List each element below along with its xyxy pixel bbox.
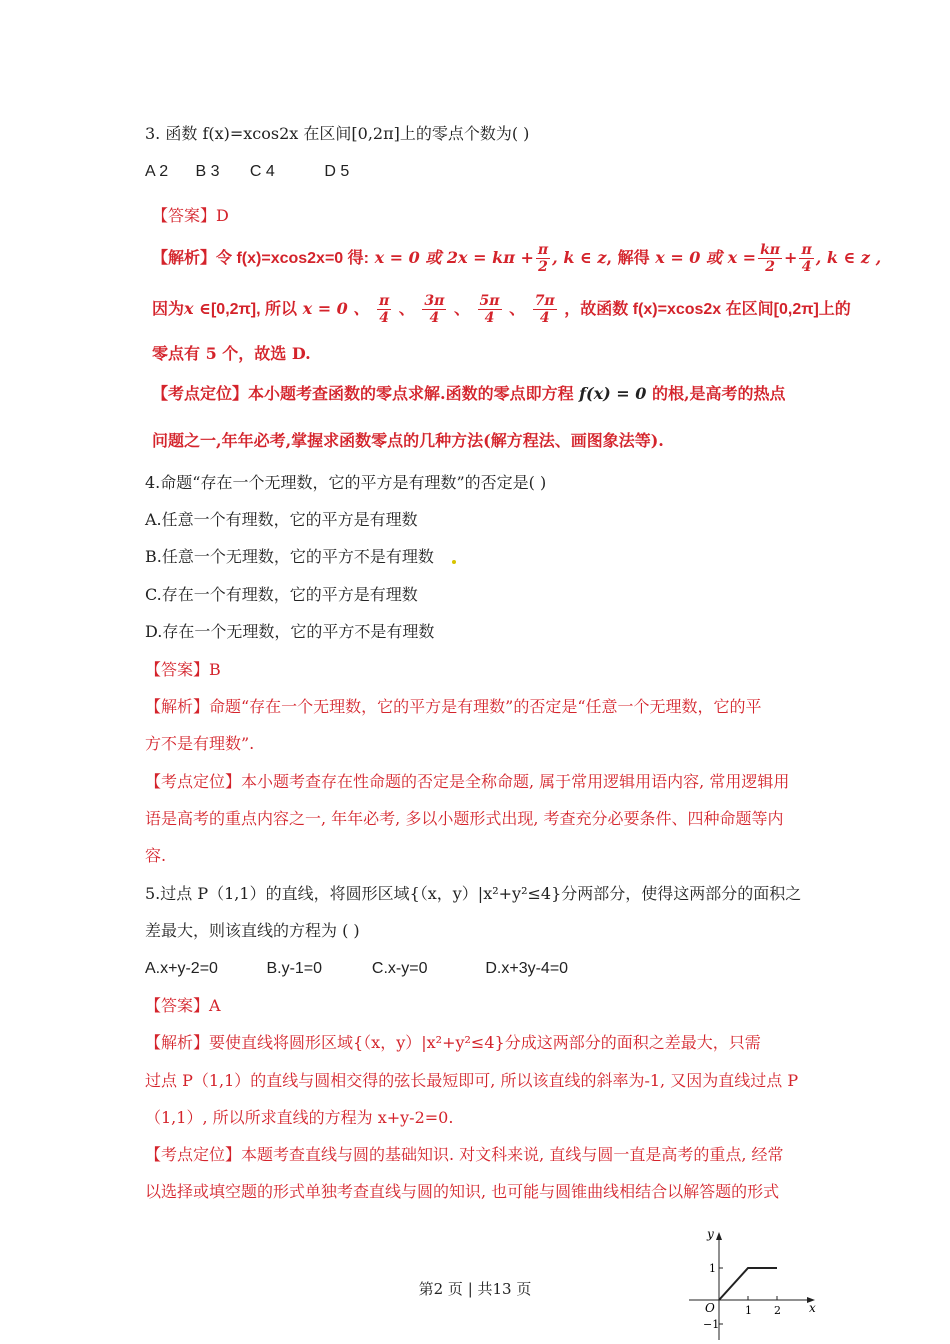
- fraction: [377, 293, 391, 326]
- x-tick-label-2: 2: [774, 1304, 781, 1317]
- q3-option-b: B 3: [195, 163, 220, 180]
- analysis-label: 【解析】: [152, 248, 217, 267]
- q5-analysis-line2: 过点 P（1,1）的直线与圆相交得的弦长最短即可, 所以该直线的斜率为-1, 又因为直线过点 P: [145, 1071, 799, 1090]
- q3-options: [145, 162, 349, 182]
- q3-keypoint-line2: 问题之一,年年必考,掌握求函数零点的几种方法(解方程法、画图象法等).: [152, 431, 664, 450]
- q3-answer: 【答案】D: [152, 206, 229, 225]
- denominator: 4: [429, 310, 440, 326]
- x-tick-label-1: 1: [745, 1304, 752, 1317]
- page-footer: 第2 页 | 共13 页: [418, 1280, 532, 1298]
- keypoint-text: 的根,是高考的热点: [651, 384, 786, 403]
- math-expr: , k ∈ z ,: [815, 248, 882, 267]
- fraction: [799, 242, 813, 275]
- math-expr: f(x) = 0: [579, 384, 647, 403]
- q3-analysis-line2: 因为x ∈[0,2π], 所以 x = 0 、 $\frac{\pi}{4}$ 、 $\frac{3\pi}{4}$ 、 $\frac{5\pi}{4}$ 、 $\frac{7\pi}{4}$ ，故函数 f(x)=xcos2x 在区间[0,2π]上的: [152, 293, 851, 326]
- q5-option-d: D.x+3y-4=0: [485, 960, 569, 977]
- q3-question: 3. 函数 f(x)=xcos2x 在区间[0,2π]上的零点个数为( ): [145, 124, 530, 143]
- denominator: 4: [484, 310, 495, 326]
- y-axis-label: y: [707, 1227, 714, 1241]
- numerator: π: [378, 293, 390, 309]
- q3-option-a: A 2: [145, 163, 169, 180]
- q4-keypoint-line1: 【考点定位】本小题考查存在性命题的否定是全称命题, 属于常用逻辑用语内容, 常用逻辑用: [145, 772, 790, 791]
- q3-option-d: D 5: [324, 163, 350, 180]
- q5-options: [145, 959, 568, 979]
- q4-question: 4.命题“存在一个无理数，它的平方是有理数”的否定是( ): [145, 473, 547, 492]
- q5-option-b: B.y-1=0: [266, 960, 323, 977]
- q5-analysis-line1: 【解析】要使直线将圆形区域{（x，y）|x²+y²≤4}分成这两部分的面积之差最大，只需: [145, 1033, 761, 1052]
- numerator: kπ: [760, 242, 781, 258]
- numerator: π: [801, 242, 812, 258]
- math-expr: , k ∈ z: [552, 248, 607, 267]
- denominator: 4: [539, 310, 550, 326]
- q5-keypoint-line2: 以选择或填空题的形式单独考查直线与圆的知识, 也可能与圆锥曲线相结合以解答题的形式: [145, 1182, 780, 1201]
- q3-analysis-line3: 零点有 5 个，故选 D.: [152, 344, 311, 363]
- denominator: 4: [801, 259, 812, 275]
- denominator: 2: [765, 259, 775, 275]
- y-tick-label-1: 1: [709, 1262, 716, 1275]
- q3-option-c: C 4: [249, 163, 275, 180]
- q4-option-d: D.存在一个无理数，它的平方不是有理数: [145, 622, 435, 641]
- numerator: 7π: [534, 293, 555, 309]
- fraction: [758, 242, 782, 275]
- q4-analysis-line2: 方不是有理数”.: [145, 734, 255, 753]
- denominator: 2: [538, 259, 548, 275]
- q5-answer: 【答案】A: [145, 996, 221, 1015]
- denominator: 4: [379, 310, 389, 326]
- marker-dot: [452, 560, 456, 564]
- analysis-text: 令 f(x)=xcos2x=0 得:: [216, 250, 369, 267]
- analysis-text: [0,2π], 所以: [210, 301, 298, 318]
- y-axis-arrow: [716, 1232, 722, 1240]
- math-expr: +: [784, 248, 798, 267]
- q5-option-a: A.x+y-2=0: [145, 960, 218, 977]
- q5-option-c: C.x-y=0: [371, 960, 428, 977]
- fraction: [422, 293, 446, 326]
- q4-analysis-line1: 【解析】命题“存在一个无理数，它的平方是有理数”的否定是“任意一个无理数，它的平: [145, 697, 762, 716]
- q4-keypoint-line2: 语是高考的重点内容之一, 年年必考, 多以小题形式出现, 考查充分必要条件、四种命题等内: [145, 809, 784, 828]
- math-expr: x = 0 或 2x = kπ +: [374, 248, 534, 267]
- q4-option-c: C.存在一个有理数，它的平方是有理数: [145, 585, 418, 604]
- q4-option-a: A.任意一个有理数，它的平方是有理数: [145, 510, 418, 529]
- math-expr: x = 0 、: [302, 299, 370, 318]
- x-axis-label: x: [809, 1301, 816, 1315]
- numerator: 5π: [479, 293, 500, 309]
- keypoint-text: 【考点定位】本小题考查函数的零点求解.函数的零点即方程: [152, 384, 574, 403]
- q3-keypoint-line1: [152, 384, 786, 404]
- fraction: [536, 242, 550, 275]
- numerator: π: [537, 242, 549, 258]
- y-tick-label-neg1: −1: [703, 1318, 720, 1331]
- q5-question-line1: 5.过点 P（1,1）的直线，将圆形区域{（x，y）|x²+y²≤4}分两部分，使得这两部分的面积之: [145, 884, 802, 903]
- q4-option-b: B.任意一个无理数，它的平方不是有理数: [145, 547, 434, 566]
- analysis-text: , 解得: [606, 248, 650, 267]
- q3-analysis-line1: [152, 238, 881, 279]
- q5-keypoint-line1: 【考点定位】本题考查直线与圆的基础知识. 对文科来说, 直线与圆一直是高考的重点, 经常: [145, 1145, 784, 1164]
- origin-label: O: [705, 1301, 715, 1315]
- fraction: [533, 293, 557, 326]
- analysis-text: 因为: [152, 299, 185, 318]
- numerator: 3π: [424, 293, 445, 309]
- math-expr: x ∈: [184, 299, 211, 318]
- q4-answer: 【答案】B: [145, 660, 221, 679]
- analysis-text: ，故函数 f(x)=xcos2x 在区间[0,2π]上的: [564, 301, 851, 318]
- math-expr: x = 0 或 x =: [655, 248, 757, 267]
- q4-keypoint-line3: 容.: [145, 846, 167, 865]
- q5-analysis-line3: （1,1）, 所以所求直线的方程为 x+y-2=0.: [145, 1108, 454, 1127]
- fraction: [478, 293, 502, 326]
- q5-question-line2: 差最大，则该直线的方程为 ( ): [145, 921, 360, 940]
